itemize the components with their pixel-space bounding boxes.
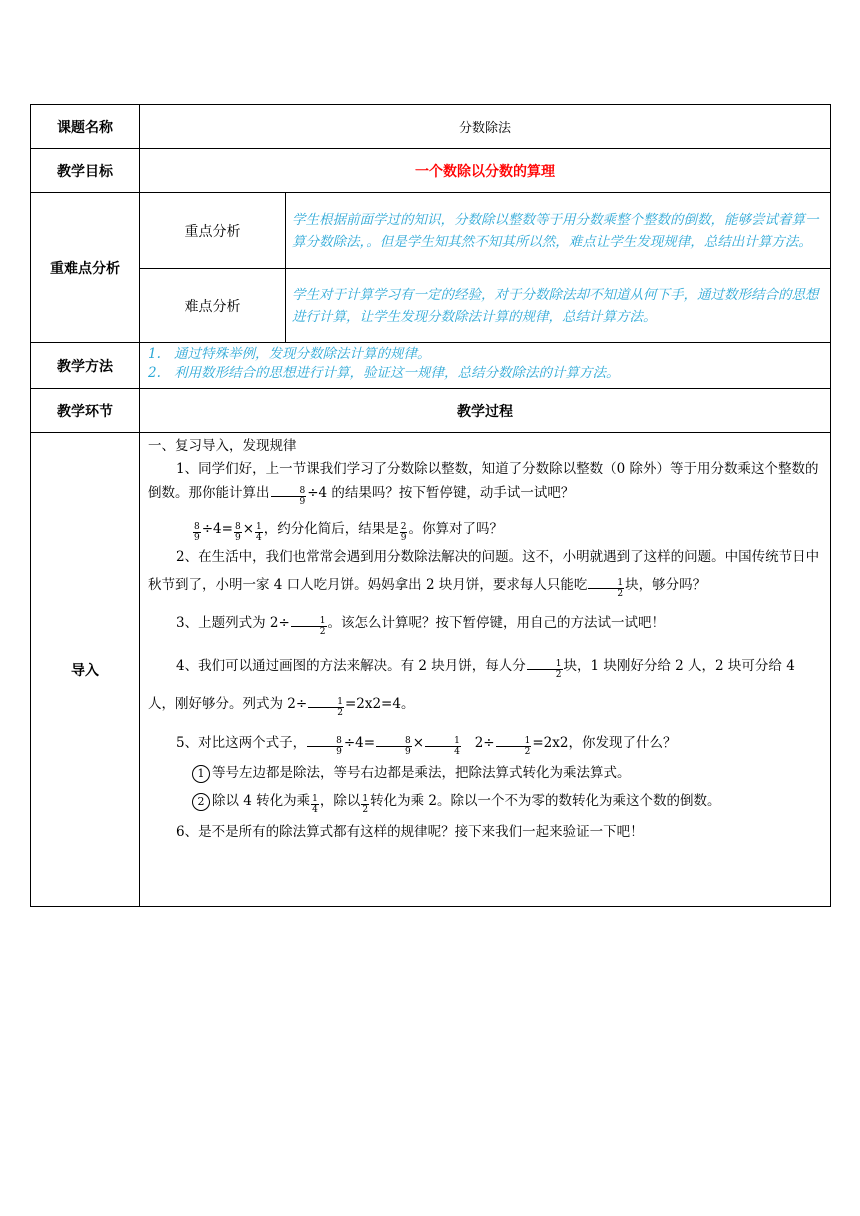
intro-label: 导入 bbox=[31, 433, 140, 907]
analysis-label: 重难点分析 bbox=[31, 193, 140, 343]
row-key-analysis bbox=[31, 193, 831, 269]
title-label: 课题名称 bbox=[31, 105, 140, 149]
row-intro bbox=[31, 433, 831, 907]
row-difficult-analysis bbox=[31, 269, 831, 343]
key-label: 重点分析 bbox=[140, 193, 286, 269]
method-list bbox=[140, 343, 831, 389]
fraction: $\frac{1}{4}$ bbox=[312, 794, 318, 815]
method-label: 教学方法 bbox=[31, 343, 140, 389]
difficult-text: 学生对于计算学习有一定的经验，对于分数除法却不知道从何下手，通过数形结合的思想进行计算，让学生发现分数除法计算的规律，总结计算方法。 bbox=[286, 269, 831, 343]
circled-number: 1 bbox=[192, 765, 210, 783]
fraction: $\frac{1}{4}$ bbox=[425, 736, 461, 757]
row-title bbox=[31, 105, 831, 149]
fraction: $\frac{1}{2}$ bbox=[527, 659, 563, 680]
paragraph-1: 1、同学们好，上一节课我们学习了分数除以整数，知道了分数除以整数（0 除外）等于用分数乘这个整数的倒数。那你能计算出 $\frac{8}{9}$ ÷4 的结果吗？按下暂停键，动手试一试吧？ bbox=[148, 461, 819, 507]
title-value: 分数除法 bbox=[140, 105, 831, 149]
fraction: $\frac{8}{9}$ bbox=[194, 522, 200, 543]
fraction: $\frac{1}{2}$ bbox=[362, 794, 369, 815]
process-body bbox=[140, 433, 831, 907]
fraction: $\frac{8}{9}$ bbox=[271, 486, 307, 507]
finding-2: 2 除以 4 转化为乘 $\frac{1}{4}$ ，除以 $\frac{1}{2}$ 转化为乘 2。除以一个不为零的数转化为乘这个数的倒数。 bbox=[148, 787, 822, 815]
paragraph-3: 3、上题列式为 2÷ $\frac{1}{2}$ 。该怎么计算呢？按下暂停键，用自己的方法试一试吧！ bbox=[176, 615, 666, 637]
paragraph-6: 6、是不是所有的除法算式都有这样的规律呢？接下来我们一起来验证一下吧！ bbox=[176, 824, 644, 840]
fraction: $\frac{8}{9}$ bbox=[234, 522, 241, 543]
method-item: 1. 通过特殊举例，发现分数除法计算的规律。 bbox=[148, 346, 431, 362]
process-label: 教学过程 bbox=[140, 389, 831, 433]
fraction: $\frac{1}{2}$ bbox=[308, 697, 344, 718]
difficult-label: 难点分析 bbox=[140, 269, 286, 343]
method-item: 2. 利用数形结合的思想进行计算，验证这一规律，总结分数除法的计算方法。 bbox=[148, 365, 620, 381]
paragraph-5: 5、对比这两个式子， $\frac{8}{9}$ ÷4= $\frac{8}{9}$ × $\frac{1}{4}$ 2÷ $\frac{1}{2}$ =2x2，你发现了什么？ bbox=[176, 735, 677, 757]
fraction: $\frac{1}{4}$ bbox=[256, 522, 262, 543]
equation-1: $\frac{8}{9}$ ÷4= $\frac{8}{9}$ × $\frac{1}{4}$ ，约分化简后，结果是 $\frac{2}{9}$ 。你算对了吗？ bbox=[194, 521, 503, 543]
key-text: 学生根据前面学过的知识，分数除以整数等于用分数乘整个整数的倒数，能够尝试着算一算分数除法，。但是学生知其然不知其所以然，难点让学生发现规律，总结出计算方法。 bbox=[286, 193, 831, 269]
fraction: $\frac{1}{2}$ bbox=[588, 578, 624, 599]
lesson-plan-table bbox=[30, 104, 831, 907]
stage-label: 教学环节 bbox=[31, 389, 140, 433]
circled-number: 2 bbox=[192, 793, 210, 811]
goal-value: 一个数除以分数的算理 bbox=[140, 149, 831, 193]
fraction: $\frac{8}{9}$ bbox=[307, 736, 343, 757]
fraction: $\frac{2}{9}$ bbox=[400, 522, 407, 543]
row-method bbox=[31, 343, 831, 389]
row-stage-header bbox=[31, 389, 831, 433]
fraction: $\frac{1}{2}$ bbox=[291, 616, 327, 637]
paragraph-4: 4、我们可以通过画图的方法来解决。有 2 块月饼，每人分 $\frac{1}{2}$ 块，1 块刚好分给 2 人，2 块可分给 4 人，刚好够分。列式为 2÷ $\frac{1}{2}$ =2x2=4。 bbox=[148, 658, 795, 718]
paragraph-2: 2、在生活中，我们也常常会遇到用分数除法解决的问题。这不，小明就遇到了这样的问题。中国传统节日中秋节到了，小明一家 4 口人吃月饼。妈妈拿出 2 块月饼，要求每人只能吃 $\frac{1}{2}$ 块，够分吗？ bbox=[148, 549, 820, 599]
row-goal bbox=[31, 149, 831, 193]
finding-1: 1 等号左边都是除法，等号右边都是乘法，把除法算式转化为乘法算式。 bbox=[148, 761, 822, 785]
section-heading: 一、复习导入，发现规律 bbox=[148, 438, 297, 454]
goal-label: 教学目标 bbox=[31, 149, 140, 193]
fraction: $\frac{1}{2}$ bbox=[496, 736, 532, 757]
fraction: $\frac{8}{9}$ bbox=[376, 736, 412, 757]
